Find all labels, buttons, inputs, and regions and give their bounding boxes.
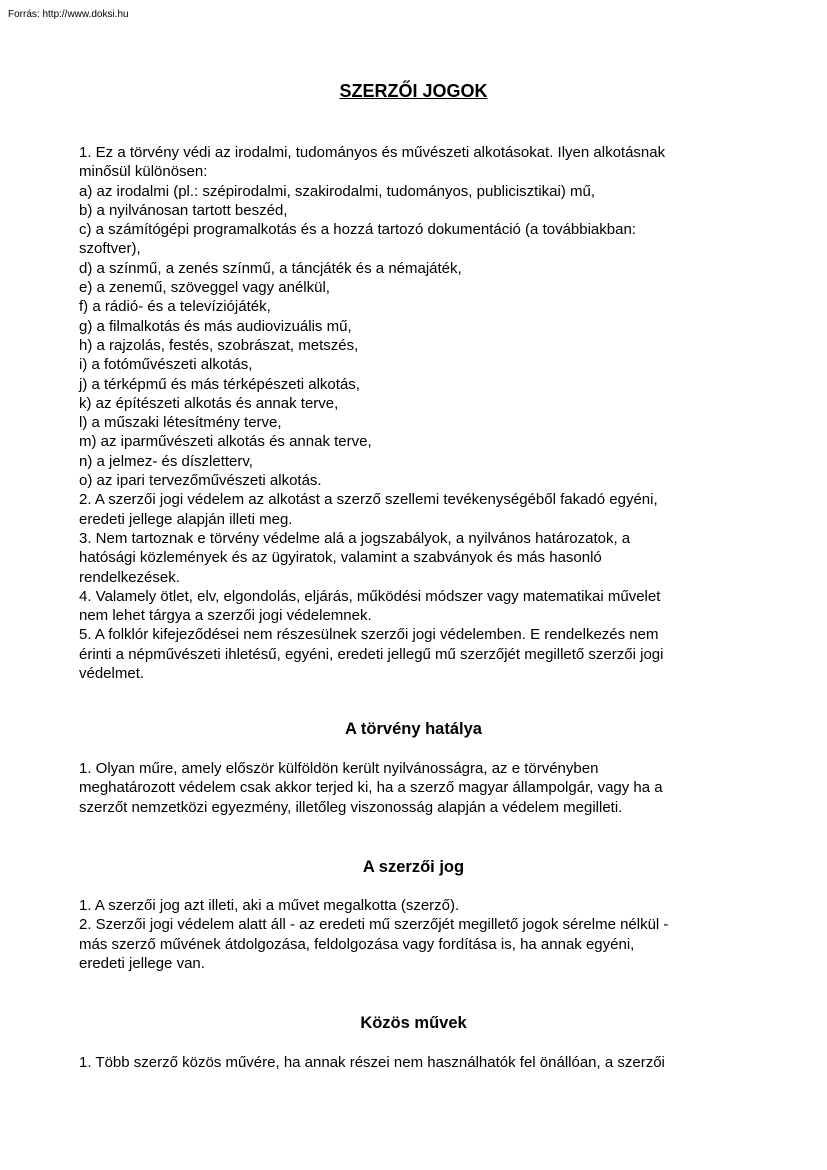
text-line: 2. A szerzői jogi védelem az alkotást a szerző szellemi tevékenységéből fakadó egyéni, bbox=[79, 491, 658, 509]
text-line: 2. Szerzői jogi védelem alatt áll - az eredeti mű szerzőjét megillető jogok sérelme nélkül - bbox=[79, 916, 669, 934]
text-line: k) az építészeti alkotás és annak terve, bbox=[79, 394, 339, 412]
text-line: 1. Ez a törvény védi az irodalmi, tudományos és művészeti alkotásokat. Ilyen alkotásnak bbox=[79, 144, 666, 161]
section-body-kozos-muvek bbox=[79, 1053, 749, 1072]
text-line: h) a rajzolás, festés, szobrászat, metszés, bbox=[79, 336, 359, 354]
text-line: o) az ipari tervezőművészeti alkotás. bbox=[79, 472, 322, 490]
text-line: meghatározott védelem csak akkor terjed ki, ha a szerző magyar állampolgár, vagy ha a bbox=[79, 779, 663, 797]
text-line: c) a számítógépi programalkotás és a hozzá tartozó dokumentáció (a továbbiakban: bbox=[79, 221, 636, 239]
text-line: l) a műszaki létesítmény terve, bbox=[79, 414, 282, 432]
text-line: a) az irodalmi (pl.: szépirodalmi, szakirodalmi, tudományos, publicisztikai) mű, bbox=[79, 182, 596, 200]
text-line: i) a fotóművészeti alkotás, bbox=[79, 356, 253, 374]
text-line: védelmet. bbox=[79, 665, 145, 683]
text-line: érinti a népművészeti ihletésű, egyéni, eredeti jellegű mű szerzőjét megillető szerzői jogi bbox=[79, 645, 664, 663]
text-line: 1. Több szerző közös művére, ha annak részei nem használhatók fel önállóan, a szerzői bbox=[79, 1054, 665, 1071]
text-line: szerzőt nemzetközi egyezmény, illetőleg viszonosság alapján a védelem megilleti. bbox=[79, 798, 623, 816]
text-line: 1. Olyan műre, amely először külföldön került nyilvánosságra, az e törvényben bbox=[79, 760, 599, 777]
text-line: j) a térképmű és más térképészeti alkotás, bbox=[79, 375, 360, 393]
text-line: rendelkezések. bbox=[79, 568, 180, 586]
source-note: Forrás: http://www.doksi.hu bbox=[8, 9, 129, 20]
text-line: eredeti jellege alapján illeti meg. bbox=[79, 510, 293, 528]
text-line: más szerző művének átdolgozása, feldolgozása vagy fordítása is, ha annak egyéni, bbox=[79, 935, 635, 953]
text-line: f) a rádió- és a televíziójáték, bbox=[79, 298, 271, 316]
text-line: szoftver), bbox=[79, 240, 141, 258]
section-heading-szerzoi-jog: A szerzői jog bbox=[362, 858, 465, 876]
text-line: 5. A folklór kifejeződései nem részesülnek szerzői jogi védelemben. E rendelkezés nem bbox=[79, 626, 659, 644]
text-line: nem lehet tárgya a szerzői jogi védelemnek. bbox=[79, 607, 372, 625]
text-line: n) a jelmez- és díszletterv, bbox=[79, 452, 253, 470]
text-line: eredeti jellege van. bbox=[79, 954, 205, 972]
text-line: m) az iparművészeti alkotás és annak terve, bbox=[79, 433, 372, 451]
text-line: e) a zenemű, szöveggel vagy anélkül, bbox=[79, 279, 330, 297]
section-body-intro bbox=[79, 143, 749, 683]
section-heading-torveny-hatalya: A törvény hatálya bbox=[345, 720, 482, 738]
section-heading-kozos-muvek: Közös művek bbox=[360, 1014, 467, 1032]
text-line: 4. Valamely ötlet, elv, elgondolás, eljárás, működési módszer vagy matematikai művelet bbox=[79, 587, 661, 605]
page-title: SZERZŐI JOGOK bbox=[339, 81, 488, 101]
text-line: 3. Nem tartoznak e törvény védelme alá a jogszabályok, a nyilvános határozatok, a bbox=[79, 529, 631, 547]
section-body-szerzoi-jog bbox=[79, 896, 749, 973]
text-line: b) a nyilvánosan tartott beszéd, bbox=[79, 201, 288, 219]
text-line: 1. A szerzői jog azt illeti, aki a művet megalkotta (szerző). bbox=[79, 897, 460, 914]
section-body-torveny-hatalya bbox=[79, 759, 749, 817]
text-line: hatósági közlemények és az ügyiratok, valamint a szabványok és más hasonló bbox=[79, 549, 602, 567]
text-line: d) a színmű, a zenés színmű, a táncjáték és a némajáték, bbox=[79, 259, 462, 277]
text-line: minősül különösen: bbox=[79, 163, 208, 181]
text-line: g) a filmalkotás és más audiovizuális mű, bbox=[79, 317, 352, 335]
